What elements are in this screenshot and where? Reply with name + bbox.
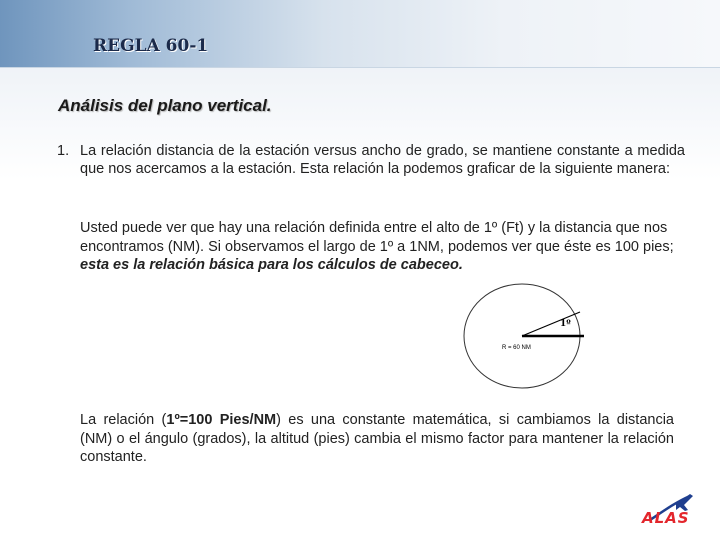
logo-text: ALAS	[642, 509, 690, 527]
paragraph-constant-prefix: La relación (	[80, 412, 167, 428]
paragraph-relation-emphasis: esta es la relación básica para los cálculos de cabeceo.	[80, 257, 463, 273]
paragraph-relation	[80, 219, 680, 275]
header-band	[0, 0, 720, 68]
angle-label: 1º	[560, 319, 571, 329]
section-heading: Análisis del plano vertical.	[58, 96, 272, 115]
paragraph-relation-text: Usted puede ver que hay una relación definida entre el alto de 1º (Ft) y la distancia que nos encontramos (NM). Si observamos el largo de 1º a 1NM, podemos ver que éste es 100 pies;	[80, 220, 674, 255]
paragraph-constant	[80, 411, 674, 467]
angle-diagram	[462, 282, 590, 390]
slide-title: REGLA 60-1	[93, 36, 209, 56]
radius-label: R = 60 NM	[502, 345, 531, 351]
item-number: 1.	[57, 143, 70, 159]
paragraph-constant-suffix: ) es una constante matemática, si cambiamos la distancia (NM) o el ángulo (grados), la altitud (pies) cambia el mismo factor para mantener la relación constante.	[80, 412, 674, 465]
alas-logo	[636, 490, 706, 530]
paragraph-constant-bold: 1º=100 Pies/NM	[166, 412, 277, 428]
item-text: La relación distancia de la estación versus ancho de grado, se mantiene constante a medida que nos acercamos a la estación. Esta relación la podemos graficar de la siguiente manera:	[80, 143, 685, 177]
